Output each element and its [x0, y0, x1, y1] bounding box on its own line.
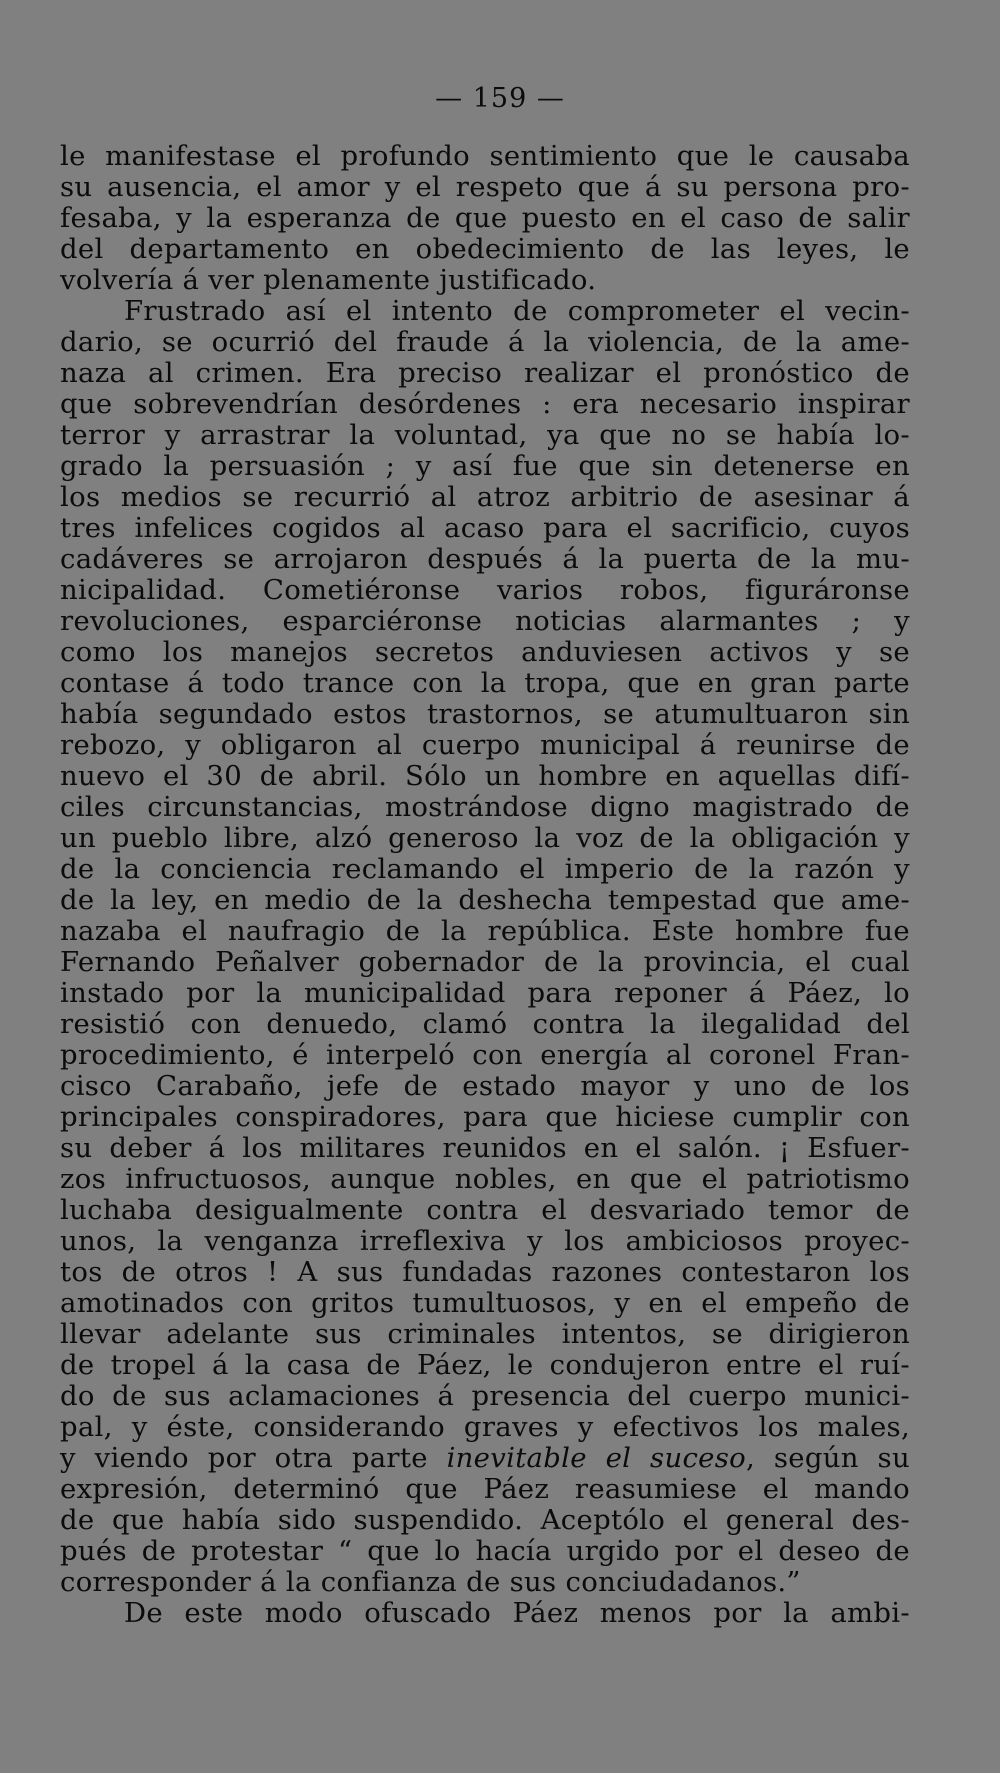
text-line: rebozo, y obligaron al cuerpo municipal á reunirse de: [60, 729, 910, 761]
text-line: corresponder á la confianza de sus conciudadanos.”: [60, 1566, 801, 1598]
text-line: que sobrevendrían desórdenes : era necesario inspirar: [60, 388, 910, 420]
text-line: pués de protestar “ que lo hacía urgido por el deseo de: [60, 1535, 910, 1567]
body-text: [60, 141, 910, 1629]
text-fragment: y viendo por otra parte: [60, 1442, 447, 1474]
page-number: — 159 —: [435, 83, 565, 114]
italic-quote: inevitable el suceso: [446, 1442, 747, 1474]
text-line: un pueblo libre, alzó generoso la voz de la obligación y: [60, 822, 910, 854]
text-line: luchaba desigualmente contra el desvariado temor de: [60, 1194, 910, 1226]
text-line: grado la persuasión ; y así fue que sin detenerse en: [60, 450, 910, 482]
text-line: tres infelices cogidos al acaso para el sacrificio, cuyos: [60, 512, 910, 544]
text-line: nicipalidad. Cometiéronse varios robos, figuráronse: [60, 574, 910, 606]
text-line: pal, y éste, considerando graves y efectivos los males,: [60, 1411, 910, 1443]
text-line: como los manejos secretos anduviesen activos y se: [60, 636, 910, 668]
text-line: de la conciencia reclamando el imperio de la razón y: [60, 853, 910, 885]
text-line: zos infructuosos, aunque nobles, en que el patriotismo: [60, 1163, 910, 1195]
text-line: nuevo el 30 de abril. Sólo un hombre en aquellas difí-: [60, 760, 910, 792]
text-line: do de sus aclamaciones á presencia del cuerpo munici-: [60, 1380, 910, 1412]
text-line: su ausencia, el amor y el respeto que á su persona pro-: [60, 171, 910, 203]
text-line: dario, se ocurrió del fraude á la violencia, de la ame-: [60, 326, 910, 358]
text-line: instado por la municipalidad para reponer á Páez, lo: [60, 977, 910, 1009]
text-line: de que había sido suspendido. Aceptólo el general des-: [60, 1504, 910, 1536]
text-line: le manifestase el profundo sentimiento que le causaba: [60, 140, 910, 172]
text-line: cadáveres se arrojaron después á la puerta de la mu-: [60, 543, 910, 575]
text-line: llevar adelante sus criminales intentos, se dirigieron: [60, 1318, 910, 1350]
text-line: contase á todo trance con la tropa, que en gran parte: [60, 667, 910, 699]
text-line: principales conspiradores, para que hiciese cumplir con: [60, 1101, 910, 1133]
text-line: tos de otros ! A sus fundadas razones contestaron los: [60, 1256, 910, 1288]
text-line: volvería á ver plenamente justificado.: [60, 264, 597, 296]
text-line: procedimiento, é interpeló con energía al coronel Fran-: [60, 1039, 910, 1071]
text-line: nazaba el naufragio de la república. Este hombre fue: [60, 915, 910, 947]
text-line-with-italic: [60, 1443, 910, 1474]
text-line: cisco Carabaño, jefe de estado mayor y uno de los: [60, 1070, 910, 1102]
text-fragment: , según su: [746, 1442, 910, 1474]
text-line: expresión, determinó que Páez reasumiese el mando: [60, 1473, 910, 1505]
text-line: ciles circunstancias, mostrándose digno magistrado de: [60, 791, 910, 823]
text-line: había segundado estos trastornos, se atumultuaron sin: [60, 698, 910, 730]
text-line: terror y arrastrar la voluntad, ya que no se había lo-: [60, 419, 910, 451]
text-line: Fernando Peñalver gobernador de la provincia, el cual: [60, 946, 910, 978]
text-line: amotinados con gritos tumultuosos, y en el empeño de: [60, 1287, 910, 1319]
paragraph-start-line: Frustrado así el intento de comprometer el vecin-: [124, 295, 910, 327]
text-line: del departamento en obedecimiento de las leyes, le: [60, 233, 910, 265]
text-line: naza al crimen. Era preciso realizar el pronóstico de: [60, 357, 910, 389]
text-line: resistió con denuedo, clamó contra la ilegalidad del: [60, 1008, 910, 1040]
text-line: unos, la venganza irreflexiva y los ambiciosos proyec-: [60, 1225, 910, 1257]
text-line: revoluciones, esparciéronse noticias alarmantes ; y: [60, 605, 910, 637]
text-line: de tropel á la casa de Páez, le condujeron entre el ruí-: [60, 1349, 910, 1381]
text-line: los medios se recurrió al atroz arbitrio de asesinar á: [60, 481, 910, 513]
text-line: fesaba, y la esperanza de que puesto en el caso de salir: [60, 202, 910, 234]
text-line: de la ley, en medio de la deshecha tempestad que ame-: [60, 884, 910, 916]
text-line: su deber á los militares reunidos en el salón. ¡ Esfuer-: [60, 1132, 910, 1164]
paragraph-start-line: De este modo ofuscado Páez menos por la ambi-: [124, 1597, 910, 1629]
